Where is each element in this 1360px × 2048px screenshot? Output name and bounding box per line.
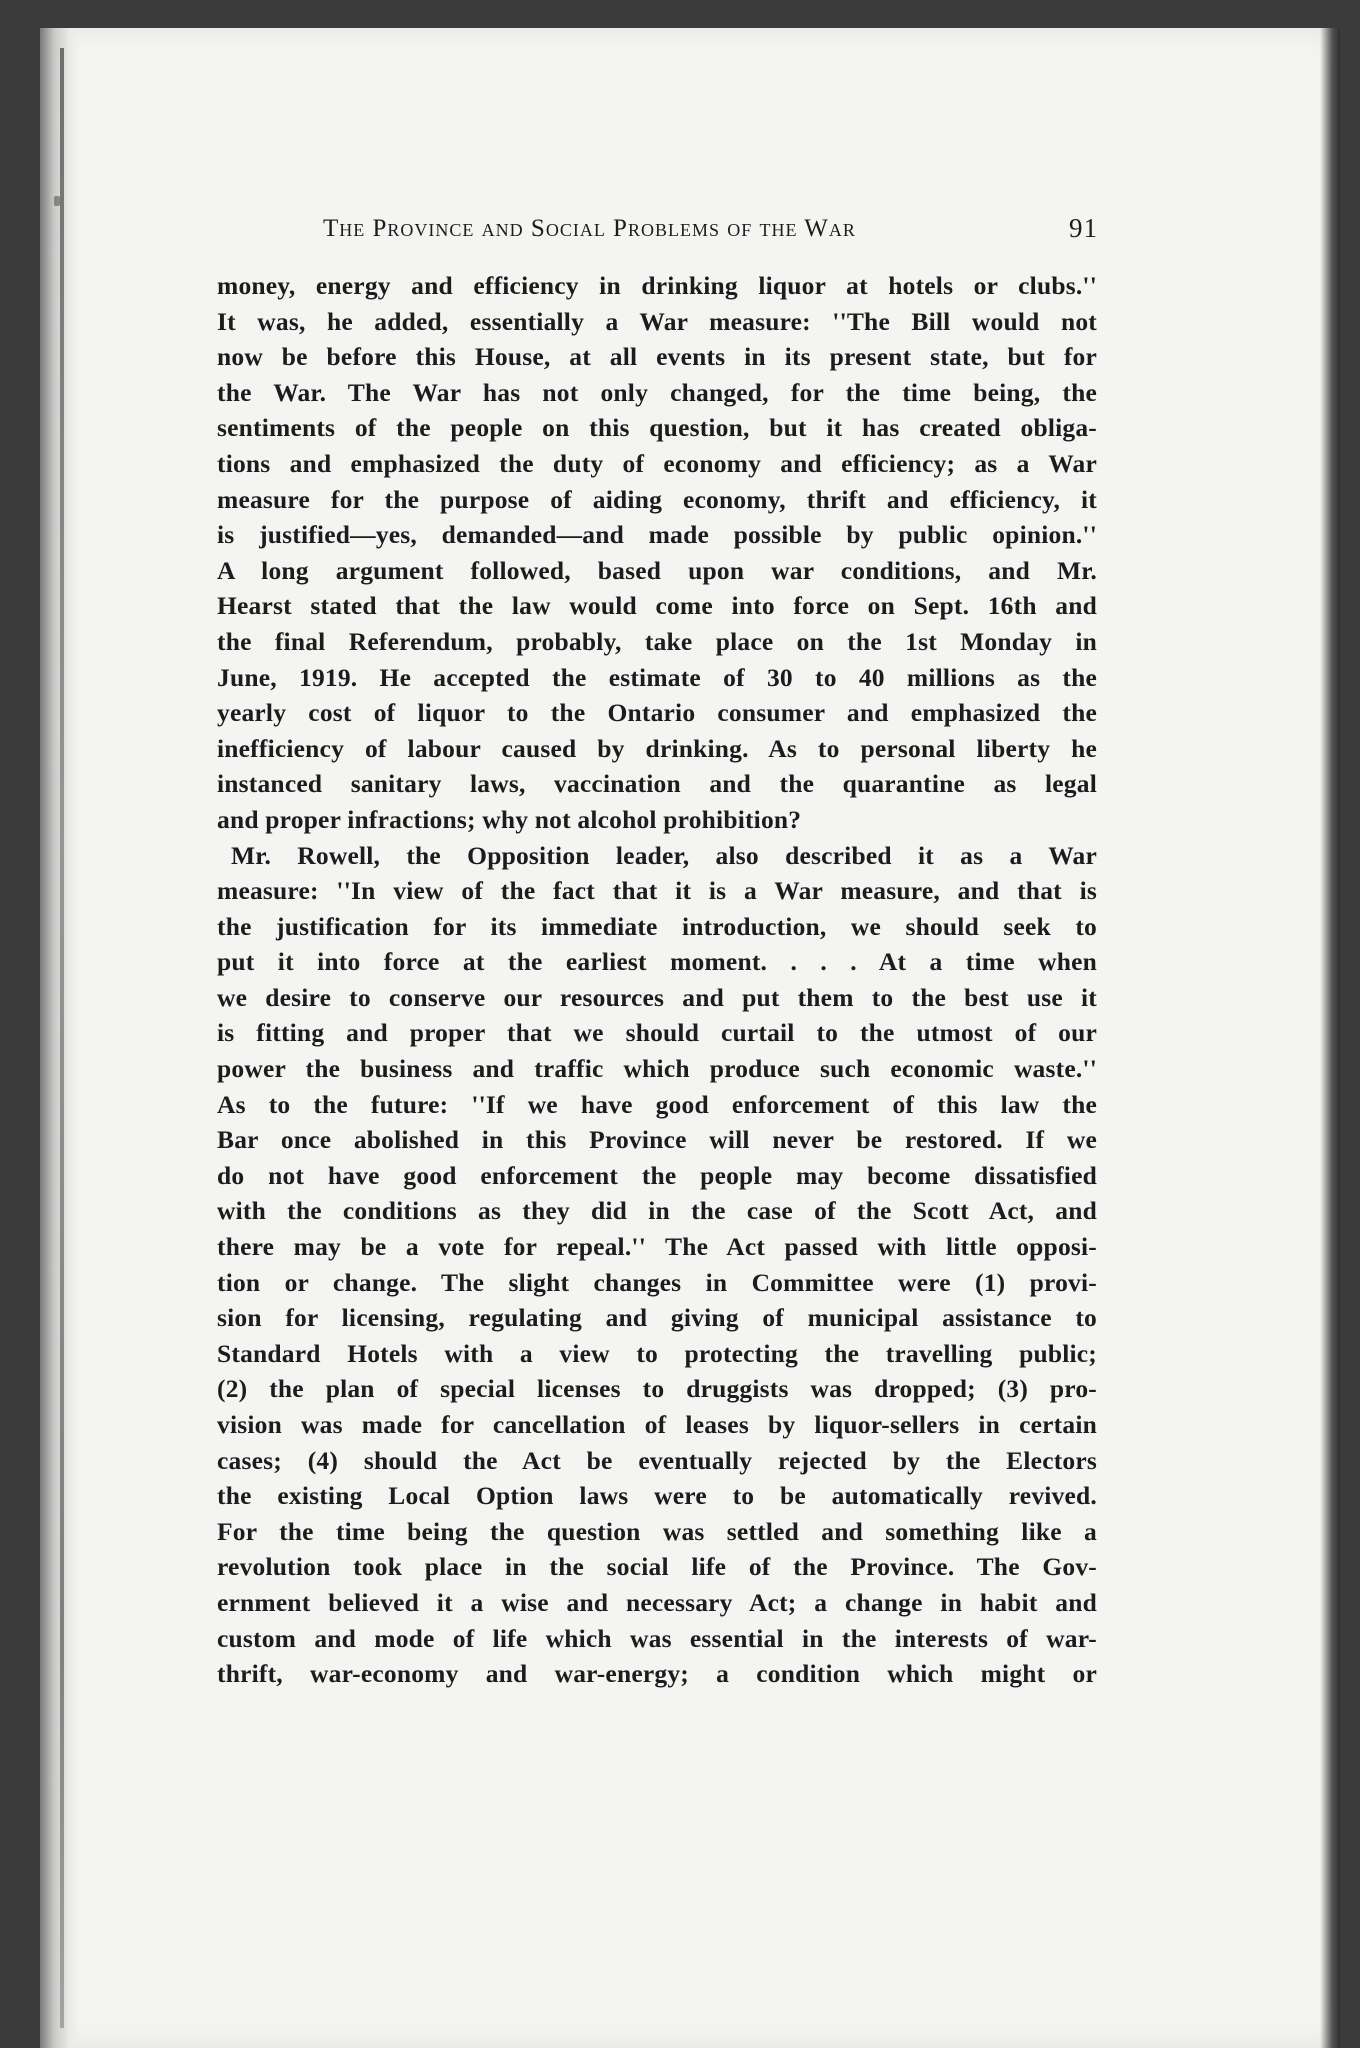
- text-line: Standard Hotels with a view to protecting the travelling public;: [217, 1338, 1097, 1368]
- running-head: [323, 211, 1113, 251]
- text-line: ernment believed it a wise and necessary Act; a change in habit and: [217, 1587, 1097, 1617]
- text-line: instanced sanitary laws, vaccination and the quarantine as legal: [217, 769, 1097, 799]
- text-line: cases; (4) should the Act be eventually rejected by the Electors: [217, 1445, 1097, 1475]
- text-line: power the business and traffic which produce such economic waste.'': [217, 1054, 1097, 1084]
- text-line: and proper infractions; why not alcohol prohibition?: [217, 804, 802, 834]
- text-line: do not have good enforcement the people may become dissatisfied: [217, 1160, 1097, 1190]
- text-line: For the time being the question was settled and something like a: [217, 1516, 1097, 1546]
- text-line: revolution took place in the social life of the Province. The Gov-: [217, 1552, 1097, 1582]
- text-line: (2) the plan of special licenses to druggists was dropped; (3) pro-: [217, 1374, 1097, 1404]
- text-line: is fitting and proper that we should curtail to the utmost of our: [217, 1018, 1097, 1048]
- text-line: Hearst stated that the law would come into force on Sept. 16th and: [217, 591, 1097, 621]
- text-line: measure: ''In view of the fact that it is a War measure, and that is: [217, 876, 1097, 906]
- page-number: 91: [1069, 213, 1098, 243]
- text-line: As to the future: ''If we have good enforcement of this law the: [217, 1089, 1097, 1119]
- text-line: the War. The War has not only changed, for the time being, the: [217, 377, 1097, 407]
- text-line: sentiments of the people on this question, but it has created obliga-: [217, 413, 1097, 443]
- text-line: A long argument followed, based upon war conditions, and Mr.: [217, 555, 1097, 585]
- text-line: the final Referendum, probably, take place on the 1st Monday in: [217, 626, 1097, 656]
- text-line: the existing Local Option laws were to be automatically revived.: [217, 1481, 1097, 1511]
- text-line: now be before this House, at all events in its present state, but for: [217, 342, 1097, 372]
- gutter-mark: [54, 196, 60, 206]
- book-page: [40, 28, 1340, 2048]
- text-line: money, energy and efficiency in drinking liquor at hotels or clubs.'': [217, 271, 1097, 300]
- binding-gutter-line: [60, 48, 64, 2028]
- text-line: It was, he added, essentially a War measure: ''The Bill would not: [217, 306, 1097, 336]
- text-line: we desire to conserve our resources and put them to the best use it: [217, 982, 1097, 1012]
- text-line: tions and emphasized the duty of economy and efficiency; as a War: [217, 448, 1097, 478]
- text-line: thrift, war-economy and war-energy; a condition which might or: [217, 1659, 1097, 1689]
- text-line: the justification for its immediate introduction, we should seek to: [217, 911, 1097, 941]
- text-line: with the conditions as they did in the case of the Scott Act, and: [217, 1196, 1097, 1226]
- text-line: Bar once abolished in this Province will never be restored. If we: [217, 1125, 1097, 1155]
- text-line: custom and mode of life which was essential in the interests of war-: [217, 1623, 1097, 1653]
- page-edge: [1320, 28, 1340, 2048]
- text-line: tion or change. The slight changes in Committee were (1) provi-: [217, 1267, 1097, 1297]
- running-title: The Province and Social Problems of the War: [323, 215, 856, 242]
- text-line: sion for licensing, regulating and giving of municipal assistance to: [217, 1303, 1097, 1333]
- text-line: is justified—yes, demanded—and made possible by public opinion.'': [217, 520, 1097, 550]
- text-line: yearly cost of liquor to the Ontario consumer and emphasized the: [217, 698, 1097, 728]
- text-line: there may be a vote for repeal.'' The Act passed with little opposi-: [217, 1232, 1097, 1262]
- text-line: June, 1919. He accepted the estimate of 30 to 40 millions as the: [217, 662, 1097, 692]
- text-line: measure for the purpose of aiding economy, thrift and efficiency, it: [217, 484, 1097, 514]
- text-line: put it into force at the earliest moment. . . . At a time when: [217, 947, 1097, 977]
- body-text: [217, 268, 1097, 1692]
- text-line: inefficiency of labour caused by drinking. As to personal liberty he: [217, 733, 1097, 763]
- text-line: Mr. Rowell, the Opposition leader, also described it as a War: [231, 840, 1097, 870]
- text-line: vision was made for cancellation of leases by liquor-sellers in certain: [217, 1410, 1097, 1439]
